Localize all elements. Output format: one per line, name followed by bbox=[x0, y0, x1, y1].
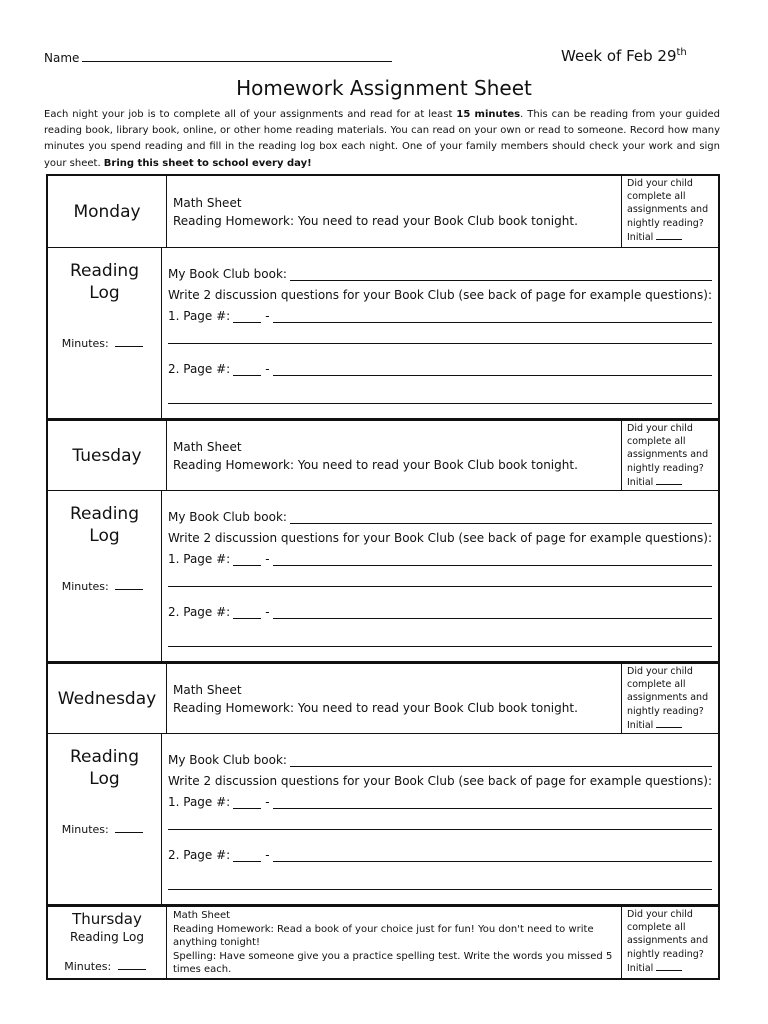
question-line[interactable] bbox=[168, 634, 712, 647]
initial-label: Initial bbox=[627, 719, 654, 731]
minutes-blank[interactable] bbox=[115, 334, 143, 347]
assignment-line: Math Sheet bbox=[173, 195, 242, 210]
dash: - bbox=[265, 552, 270, 566]
minutes-field[interactable] bbox=[62, 820, 148, 836]
minutes-label: Minutes: bbox=[61, 823, 109, 836]
assignment-line: Math Sheet bbox=[173, 910, 231, 921]
page-title: Homework Assignment Sheet bbox=[236, 76, 532, 100]
day-name: Tuesday bbox=[72, 445, 142, 466]
log-title: Reading bbox=[69, 747, 139, 767]
log-title: Reading bbox=[69, 504, 139, 524]
questions-prompt: Write 2 discussion questions for your Book Club (see back of page for example questions): bbox=[167, 288, 712, 302]
initial-label: Initial bbox=[627, 962, 654, 974]
dash: - bbox=[265, 362, 270, 376]
assignment-line: Math Sheet bbox=[173, 439, 242, 454]
questions-prompt: Write 2 discussion questions for your Book Club (see back of page for example questions): bbox=[167, 531, 712, 545]
page-number-blank[interactable] bbox=[233, 849, 261, 862]
book-blank[interactable] bbox=[290, 268, 712, 281]
reading-log-row bbox=[48, 491, 718, 662]
initial-blank[interactable] bbox=[656, 230, 682, 240]
parent-check-text: Did your child complete all assignments and nightly reading? bbox=[627, 423, 709, 474]
day-name: Wednesday bbox=[57, 688, 157, 709]
log-title: Log bbox=[89, 283, 120, 303]
question-line[interactable] bbox=[168, 391, 712, 404]
initial-blank[interactable] bbox=[656, 718, 682, 728]
questions-prompt: Write 2 discussion questions for your Book Club (see back of page for example questions): bbox=[167, 774, 712, 788]
intro-part2: . This can be reading from your guided reading book, library book, online, or other home reading materials. You can read on your own or read to someone. Record how many minutes you spend reading and fill in the reading log box each night. One of your family members should check your work and sign your sheet. bbox=[44, 109, 720, 169]
assignment-line: Reading Homework: Read a book of your choice just for fun! You don't need to write anything tonight! bbox=[173, 923, 594, 948]
page2-label: 2. Page #: bbox=[167, 605, 231, 619]
page-number-blank[interactable] bbox=[233, 606, 261, 619]
day-row-tuesday bbox=[48, 419, 718, 491]
parent-check-text: Did your child complete all assignments and nightly reading? bbox=[627, 666, 709, 717]
minutes-field[interactable] bbox=[62, 577, 148, 593]
parent-check-text: Did your child complete all assignments and nightly reading? bbox=[627, 178, 709, 229]
page-number-blank[interactable] bbox=[233, 363, 261, 376]
assignment-line: Reading Homework: You need to read your Book Club book tonight. bbox=[173, 700, 578, 715]
question-line[interactable] bbox=[273, 849, 712, 862]
page1-label: 1. Page #: bbox=[167, 795, 231, 809]
minutes-field[interactable] bbox=[62, 334, 148, 350]
minutes-label: Minutes: bbox=[61, 580, 109, 593]
reading-log-row bbox=[48, 734, 718, 905]
book-label: My Book Club book: bbox=[167, 510, 287, 524]
log-title: Log bbox=[89, 769, 120, 789]
assignment-line: Reading Homework: You need to read your Book Club book tonight. bbox=[173, 457, 578, 472]
question-line[interactable] bbox=[168, 805, 712, 830]
minutes-blank[interactable] bbox=[115, 577, 143, 590]
day-row-monday bbox=[48, 176, 718, 248]
day-name: Monday bbox=[73, 201, 141, 222]
question-line[interactable] bbox=[168, 562, 712, 587]
parent-check-box[interactable] bbox=[621, 421, 718, 490]
question-line[interactable] bbox=[168, 319, 712, 344]
minutes-label: Minutes: bbox=[64, 960, 112, 973]
name-field-row bbox=[44, 50, 392, 65]
minutes-blank[interactable] bbox=[118, 957, 146, 970]
dash: - bbox=[265, 605, 270, 619]
initial-label: Initial bbox=[627, 476, 654, 488]
book-blank[interactable] bbox=[290, 511, 712, 524]
initial-blank[interactable] bbox=[656, 475, 682, 485]
initial-blank[interactable] bbox=[656, 961, 682, 971]
intro-bold1: 15 minutes bbox=[456, 109, 521, 120]
book-label: My Book Club book: bbox=[167, 753, 287, 767]
dash: - bbox=[265, 309, 270, 323]
instructions-paragraph bbox=[44, 107, 720, 172]
parent-check-box[interactable] bbox=[621, 176, 718, 247]
week-label bbox=[561, 47, 687, 65]
question-line[interactable] bbox=[273, 363, 712, 376]
assignment-line: Math Sheet bbox=[173, 682, 242, 697]
page2-label: 2. Page #: bbox=[167, 848, 231, 862]
page2-label: 2. Page #: bbox=[167, 362, 231, 376]
question-line[interactable] bbox=[273, 606, 712, 619]
assignment-table bbox=[46, 174, 720, 980]
minutes-label: Minutes: bbox=[61, 337, 109, 350]
name-blank[interactable] bbox=[82, 50, 392, 62]
log-title: Reading Log bbox=[70, 930, 144, 944]
log-title: Reading bbox=[69, 261, 139, 281]
page1-label: 1. Page #: bbox=[167, 552, 231, 566]
page1-label: 1. Page #: bbox=[167, 309, 231, 323]
book-label: My Book Club book: bbox=[167, 267, 287, 281]
minutes-blank[interactable] bbox=[115, 820, 143, 833]
initial-label: Initial bbox=[627, 231, 654, 243]
parent-check-box[interactable] bbox=[621, 907, 718, 978]
name-label: Name bbox=[44, 51, 80, 65]
parent-check-text: Did your child complete all assignments and nightly reading? bbox=[627, 909, 709, 960]
intro-part1: Each night your job is to complete all of your assignments and read for at least bbox=[44, 109, 457, 120]
minutes-field[interactable] bbox=[64, 957, 150, 973]
dash: - bbox=[265, 848, 270, 862]
day-row-wednesday bbox=[48, 662, 718, 734]
assignment-line: Reading Homework: You need to read your Book Club book tonight. bbox=[173, 213, 578, 228]
day-name: Thursday bbox=[72, 910, 142, 928]
reading-log-row bbox=[48, 248, 718, 419]
week-sup: th bbox=[676, 47, 687, 58]
parent-check-box[interactable] bbox=[621, 664, 718, 733]
day-row-thursday bbox=[48, 905, 718, 978]
assignment-line: Spelling: Have someone give you a practice spelling test. Write the words you missed 5 times each. bbox=[173, 950, 613, 975]
book-blank[interactable] bbox=[290, 754, 712, 767]
week-text: Week of Feb 29 bbox=[561, 47, 677, 65]
dash: - bbox=[265, 795, 270, 809]
log-title: Log bbox=[89, 526, 120, 546]
question-line[interactable] bbox=[168, 877, 712, 890]
intro-bold2: Bring this sheet to school every day! bbox=[103, 157, 312, 169]
